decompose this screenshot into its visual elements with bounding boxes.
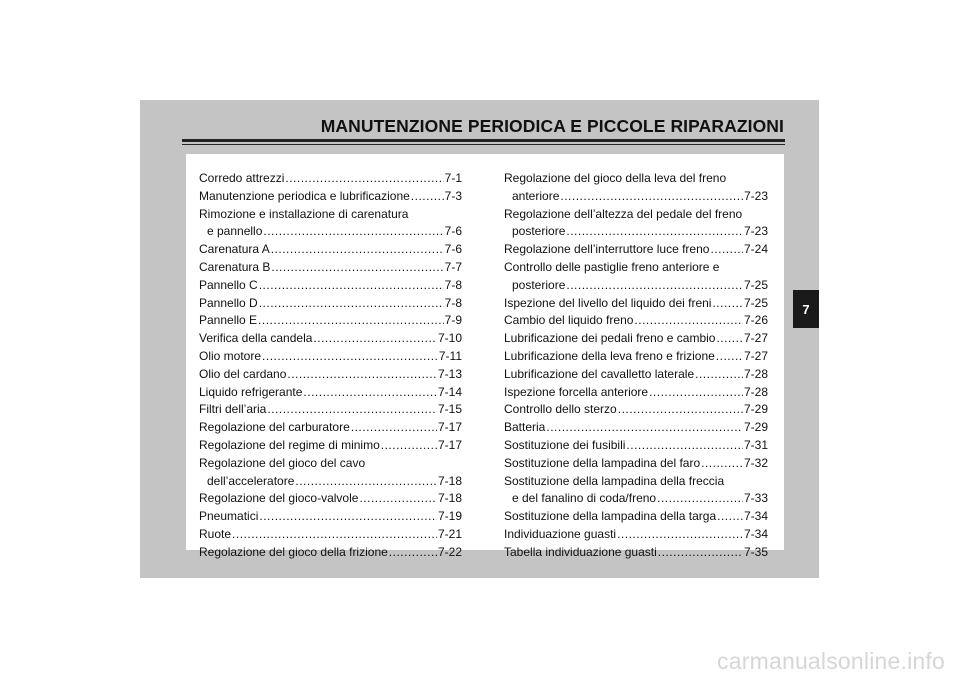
toc-entry-line: [199, 526, 462, 544]
toc-entry-title: anteriore: [512, 188, 560, 203]
toc-dot-leader: [566, 277, 743, 295]
toc-entry-title: Regolazione del gioco della frizione: [199, 544, 388, 559]
toc-entry-title: Sostituzione della lampadina della targa: [504, 509, 717, 524]
toc-entry-line: [504, 437, 768, 455]
toc-entry-line: [504, 348, 768, 366]
toc-dot-leader: [634, 312, 743, 330]
toc-entry[interactable]: [504, 455, 768, 473]
toc-entry-title: Ispezione del livello del liquido dei freni: [504, 295, 712, 310]
toc-entry[interactable]: [504, 401, 768, 419]
toc-dot-leader: [259, 277, 444, 295]
toc-entry-page: 7-17: [437, 420, 462, 435]
toc-dot-leader: [716, 330, 743, 348]
toc-entry-line: [504, 366, 768, 384]
toc-entry-title: Regolazione dell’interruttore luce freno: [504, 242, 710, 257]
toc-entry[interactable]: [199, 490, 462, 508]
toc-entry-page: 7-17: [437, 437, 462, 452]
toc-entry-line: [504, 206, 768, 224]
toc-entry-page: 7-3: [444, 188, 462, 203]
toc-entry[interactable]: [504, 259, 768, 295]
toc-entry-page: 7-18: [437, 473, 462, 488]
toc-entry-page: 7-19: [437, 509, 462, 524]
toc-entry[interactable]: [199, 544, 462, 562]
toc-entry-page: 7-28: [743, 366, 768, 381]
toc-dot-leader: [657, 490, 743, 508]
toc-entry-line: [199, 366, 462, 384]
toc-entry-title: Sostituzione della lampadina del faro: [504, 455, 701, 470]
toc-entry-page: 7-25: [743, 295, 768, 310]
toc-entry-line: [199, 419, 462, 437]
toc-entry-title: Rimozione e installazione di carenatura: [199, 206, 409, 221]
toc-entry-title: Olio del cardano: [199, 366, 287, 381]
toc-entry[interactable]: [199, 188, 462, 206]
toc-entry-title: Pneumatici: [199, 509, 259, 524]
toc-entry-title: e del fanalino di coda/freno: [512, 491, 657, 506]
toc-entry-page: 7-24: [743, 242, 768, 257]
toc-dot-leader: [716, 348, 743, 366]
toc-entry[interactable]: [199, 330, 462, 348]
toc-entry[interactable]: [199, 508, 462, 526]
toc-entry-title: e pannello: [207, 224, 263, 239]
toc-entry-line: [504, 259, 768, 277]
toc-entry[interactable]: [199, 170, 462, 188]
toc-entry-line: [504, 170, 768, 188]
toc-entry[interactable]: [199, 312, 462, 330]
toc-entry-title: Regolazione del carburatore: [199, 420, 350, 435]
toc-entry-line: [199, 223, 462, 241]
toc-entry-line: [199, 170, 462, 188]
toc-entry-title: Regolazione del gioco della leva del freno: [504, 171, 727, 185]
toc-entry-line: [504, 312, 768, 330]
toc-entry-line: [504, 508, 768, 526]
toc-dot-leader: [695, 366, 743, 384]
toc-entry-title: Controllo delle pastiglie freno anteriore e: [504, 259, 720, 274]
toc-entry[interactable]: [199, 206, 462, 242]
toc-entry-page: 7-33: [743, 491, 768, 506]
toc-dot-leader: [271, 259, 443, 277]
toc-entry-title: Liquido refrigerante: [199, 384, 303, 399]
toc-entry-title: Controllo dello sterzo: [504, 402, 617, 417]
toc-entry-line: [504, 544, 768, 562]
toc-entry-page: 7-6: [444, 224, 462, 239]
toc-entry-title: Ruote: [199, 526, 232, 541]
toc-entry-line: [504, 401, 768, 419]
toc-entry[interactable]: [199, 366, 462, 384]
toc-entry[interactable]: [199, 437, 462, 455]
toc-entry-line: [199, 295, 462, 313]
toc-dot-leader: [381, 437, 437, 455]
toc-entry-line: [199, 312, 462, 330]
toc-entry-line: [504, 455, 768, 473]
toc-dot-leader: [262, 348, 438, 366]
toc-entry-line: [199, 544, 462, 562]
toc-entry[interactable]: [199, 295, 462, 313]
toc-entry-line: [199, 206, 462, 224]
toc-entry[interactable]: [504, 348, 768, 366]
toc-entry-page: 7-27: [743, 331, 768, 346]
toc-entry[interactable]: [504, 384, 768, 402]
toc-dot-leader: [626, 437, 743, 455]
toc-entry[interactable]: [199, 277, 462, 295]
toc-entry[interactable]: [504, 295, 768, 313]
toc-dot-leader: [560, 188, 743, 206]
toc-entry-title: Regolazione dell’altezza del pedale del freno: [504, 206, 743, 221]
toc-entry-line: [504, 419, 768, 437]
toc-entry-line: [199, 188, 462, 206]
title-rule-thick: [182, 139, 785, 142]
toc-dot-leader: [710, 241, 743, 259]
toc-entry-page: 7-18: [437, 491, 462, 506]
toc-entry-page: 7-34: [743, 526, 768, 541]
toc-entry-title: Sostituzione dei fusibili: [504, 437, 626, 452]
toc-entry-title: Lubrificazione della leva freno e frizione: [504, 348, 715, 363]
toc-entry-page: 7-9: [444, 313, 462, 328]
toc-entry-title: Batteria: [504, 420, 546, 435]
toc-entry-page: 7-32: [743, 455, 768, 470]
toc-entry[interactable]: [504, 330, 768, 348]
toc-entry[interactable]: [199, 348, 462, 366]
toc-entry-title: Corredo attrezzi: [199, 171, 285, 185]
toc-entry-page: 7-23: [743, 224, 768, 239]
toc-entry-title: Carenatura B: [199, 259, 271, 274]
toc-entry-line: [504, 330, 768, 348]
toc-entry-line: [199, 330, 462, 348]
toc-entry-line: [504, 526, 768, 544]
toc-entry-title: Pannello E: [199, 313, 258, 328]
toc-entry-line: [504, 473, 768, 491]
toc-dot-leader: [287, 366, 437, 384]
toc-entry[interactable]: [504, 473, 768, 509]
toc-entry-title: Sostituzione della lampadina della freccia: [504, 473, 725, 488]
toc-entry-line: [199, 401, 462, 419]
toc-entry-title: dell’acceleratore: [207, 473, 295, 488]
toc-dot-leader: [232, 526, 437, 544]
toc-entry[interactable]: [504, 206, 768, 242]
toc-dot-leader: [389, 544, 437, 562]
toc-dot-leader: [717, 508, 743, 526]
toc-dot-leader: [351, 419, 437, 437]
toc-dot-leader: [258, 312, 444, 330]
toc-entry-page: 7-14: [437, 384, 462, 399]
toc-entry-line: [504, 188, 768, 206]
toc-dot-leader: [271, 241, 444, 259]
toc-entry[interactable]: [504, 366, 768, 384]
toc-entry-line: [199, 473, 462, 491]
toc-dot-leader: [618, 401, 743, 419]
toc-entry-line: [199, 490, 462, 508]
toc-dot-leader: [259, 508, 437, 526]
toc-dot-leader: [359, 490, 437, 508]
watermark: carmanualsonline.info: [717, 648, 945, 674]
toc-entry[interactable]: [504, 544, 768, 562]
toc-dot-leader: [617, 526, 743, 544]
toc-entry-title: Regolazione del gioco-valvole: [199, 491, 359, 506]
toc-dot-leader: [411, 188, 444, 206]
toc-entry-page: 7-1: [444, 171, 462, 185]
toc-entry-page: 7-23: [743, 188, 768, 203]
toc-entry[interactable]: [199, 526, 462, 544]
toc-entry-line: [199, 241, 462, 259]
toc-entry-page: 7-31: [743, 437, 768, 452]
toc-entry-title: Manutenzione periodica e lubrificazione: [199, 188, 410, 203]
toc-entry-title: Ispezione forcella anteriore: [504, 384, 649, 399]
title-rule-thin: [182, 144, 785, 145]
toc-entry-page: 7-7: [444, 259, 462, 274]
toc-entry[interactable]: [504, 508, 768, 526]
toc-entry-page: 7-27: [743, 348, 768, 363]
toc-entry-title: Regolazione del gioco del cavo: [199, 455, 366, 470]
toc-dot-leader: [303, 384, 437, 402]
toc-entry-line: [199, 508, 462, 526]
toc-entry-line: [504, 241, 768, 259]
toc-entry[interactable]: [199, 241, 462, 259]
toc-entry-page: 7-8: [444, 295, 462, 310]
toc-dot-leader: [295, 473, 437, 491]
toc-entry-title: Individuazione guasti: [504, 526, 617, 541]
toc-entry-page: 7-13: [437, 366, 462, 381]
toc-entry-title: posteriore: [512, 224, 566, 239]
toc-entry[interactable]: [504, 312, 768, 330]
toc-entry-line: [199, 437, 462, 455]
toc-dot-leader: [285, 170, 443, 188]
toc-entry-page: 7-34: [743, 509, 768, 524]
toc-entry-page: 7-11: [438, 348, 462, 363]
toc-entry[interactable]: [199, 259, 462, 277]
toc-entry-line: [504, 384, 768, 402]
toc-dot-leader: [546, 419, 743, 437]
toc-entry-title: Cambio del liquido freno: [504, 313, 634, 328]
toc-left-column: [199, 170, 462, 562]
toc-entry-line: [199, 384, 462, 402]
chapter-tab[interactable]: 7: [793, 290, 819, 328]
toc-entry-title: Pannello D: [199, 295, 258, 310]
toc-entry[interactable]: [199, 419, 462, 437]
toc-entry-line: [504, 490, 768, 508]
toc-dot-leader: [263, 223, 443, 241]
toc-dot-leader: [658, 544, 743, 562]
toc-entry-page: 7-28: [743, 384, 768, 399]
toc-dot-leader: [259, 295, 444, 313]
toc-entry-title: posteriore: [512, 277, 566, 292]
toc-entry-page: 7-26: [743, 313, 768, 328]
toc-entry-title: Olio motore: [199, 348, 262, 363]
toc-entry-title: Lubrificazione del cavalletto laterale: [504, 366, 695, 381]
toc-entry-page: 7-35: [743, 544, 768, 559]
toc-entry-title: Pannello C: [199, 277, 258, 292]
toc-dot-leader: [701, 455, 743, 473]
toc-entry-line: [504, 223, 768, 241]
toc-entry[interactable]: [504, 526, 768, 544]
toc-entry[interactable]: [504, 241, 768, 259]
toc-entry-page: 7-15: [437, 402, 462, 417]
toc-entry-line: [504, 277, 768, 295]
toc-entry-page: 7-29: [743, 420, 768, 435]
toc-entry-title: Lubrificazione dei pedali freno e cambio: [504, 331, 716, 346]
toc-entry-title: Carenatura A: [199, 242, 270, 257]
toc-entry-line: [504, 295, 768, 313]
toc-dot-leader: [649, 384, 743, 402]
toc-entry-line: [199, 259, 462, 277]
toc-dot-leader: [267, 401, 437, 419]
toc-dot-leader: [313, 330, 437, 348]
toc-entry-page: 7-29: [743, 402, 768, 417]
toc-dot-leader: [712, 295, 743, 313]
toc-entry[interactable]: [199, 384, 462, 402]
toc-entry[interactable]: [199, 455, 462, 491]
toc-right-column: [504, 170, 768, 562]
toc-dot-leader: [566, 223, 743, 241]
toc-entry-page: 7-25: [743, 277, 768, 292]
toc-entry-line: [199, 455, 462, 473]
toc-entry[interactable]: [504, 419, 768, 437]
toc-entry-page: 7-22: [437, 544, 462, 559]
toc-entry[interactable]: [199, 401, 462, 419]
toc-entry-title: Regolazione del regime di minimo: [199, 437, 380, 452]
toc-entry-page: 7-6: [444, 242, 462, 257]
page-title: MANUTENZIONE PERIODICA E PICCOLE RIPARAZIONI: [320, 116, 784, 136]
toc-entry[interactable]: [504, 170, 768, 206]
toc-entry-line: [199, 348, 462, 366]
toc-entry-title: Filtri dell’aria: [199, 402, 267, 417]
toc-entry-title: Tabella individuazione guasti: [504, 544, 657, 559]
toc-entry-page: 7-10: [437, 331, 462, 346]
toc-entry-line: [199, 277, 462, 295]
toc-entry-title: Verifica della candela: [199, 331, 313, 346]
toc-entry[interactable]: [504, 437, 768, 455]
toc-entry-page: 7-8: [444, 277, 462, 292]
toc-entry-page: 7-21: [437, 526, 462, 541]
